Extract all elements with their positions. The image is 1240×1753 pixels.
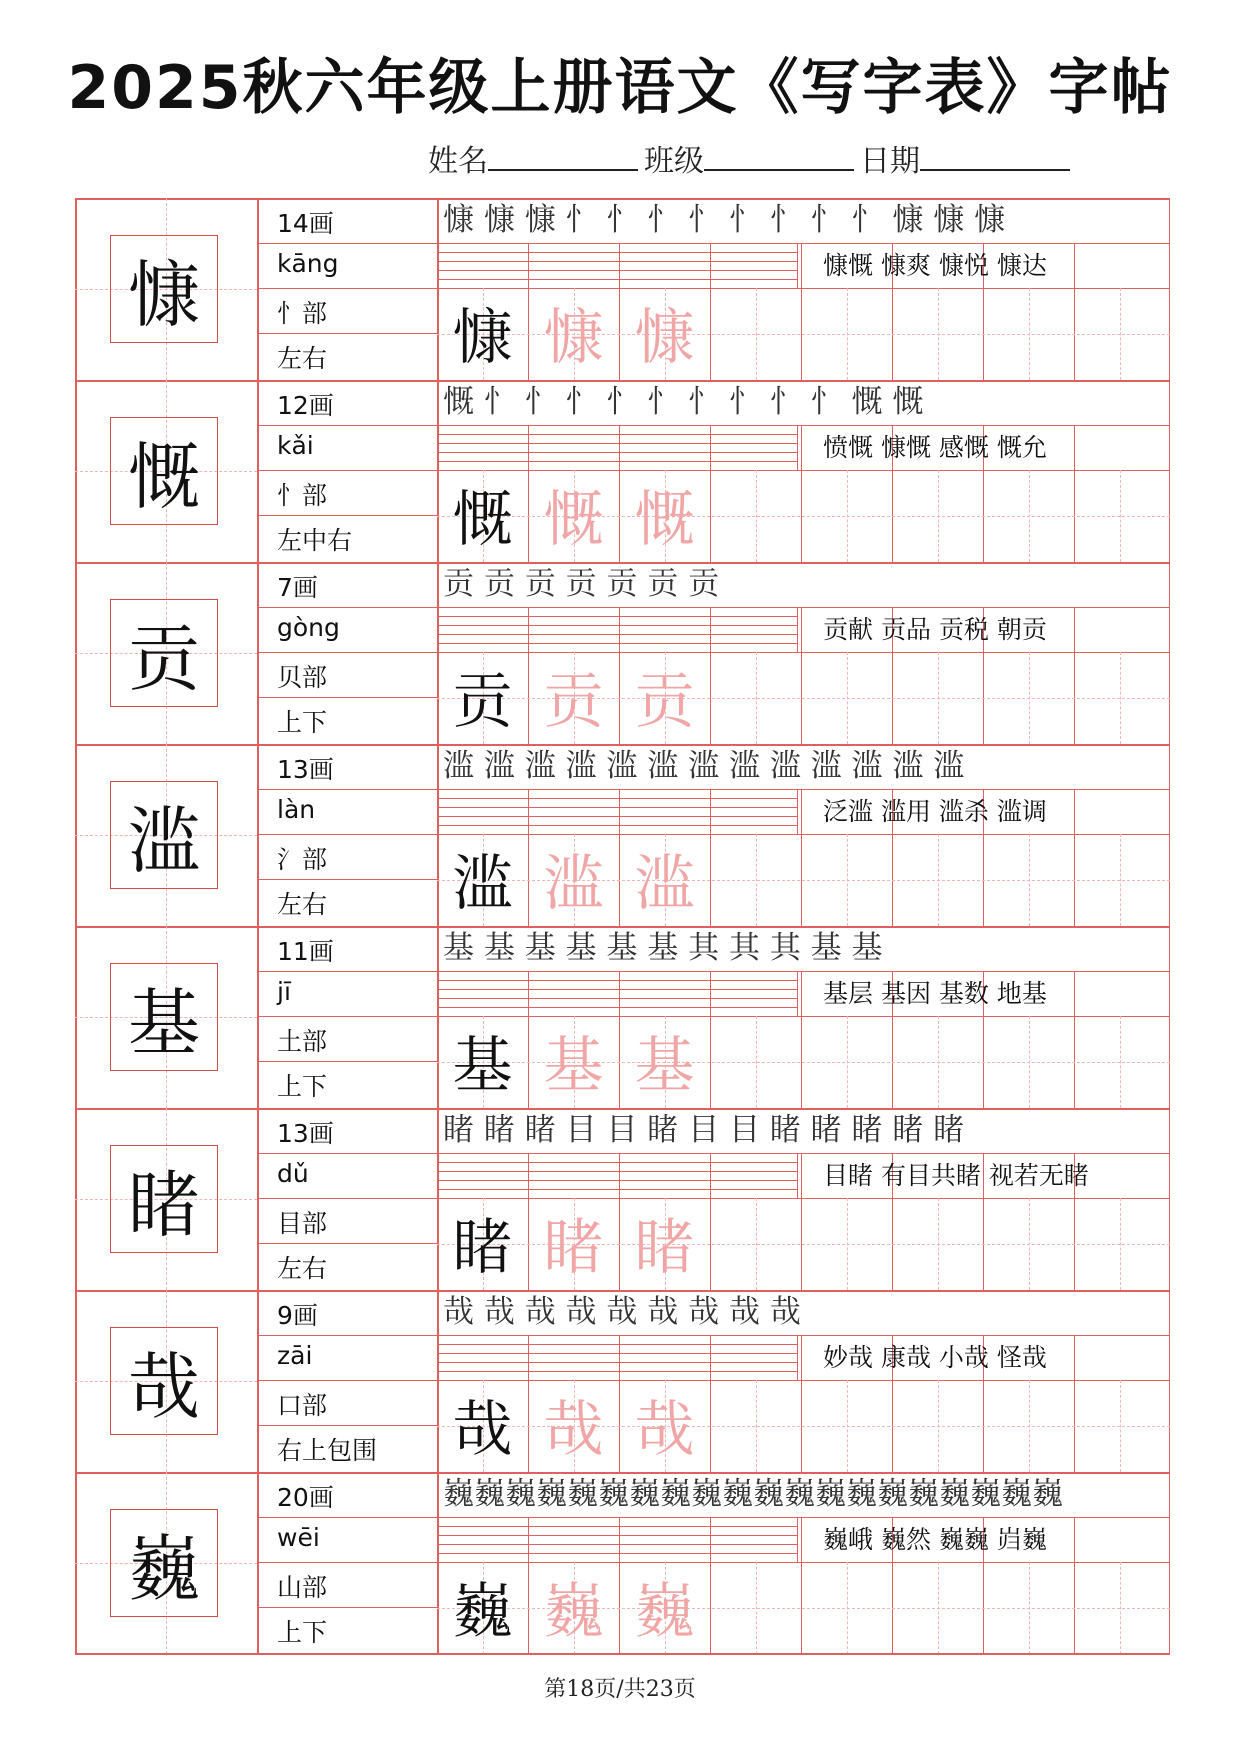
trace-character[interactable]: 慷 <box>634 303 695 373</box>
pinyin-guide-line <box>437 643 797 644</box>
cell-divider <box>1074 789 1075 926</box>
stroke-count: 11画 <box>277 937 334 966</box>
col-divider <box>257 1290 259 1472</box>
info-divider <box>257 1061 437 1062</box>
pinyin-guide-line <box>437 443 797 444</box>
words-divider <box>797 243 798 288</box>
stroke-count: 13画 <box>277 1119 334 1148</box>
pinyin-guide-line <box>437 243 797 244</box>
trace-character[interactable]: 慷 <box>543 303 604 373</box>
stroke-count: 20画 <box>277 1483 334 1512</box>
example-words: 愤慨 慷慨 感慨 慨允 <box>823 433 1047 462</box>
pinyin-guide-line <box>437 1353 797 1354</box>
date-blank[interactable] <box>920 141 1070 171</box>
words-divider <box>797 1517 798 1562</box>
info-divider <box>257 879 437 880</box>
info-divider <box>257 425 437 426</box>
row-right-line <box>1169 1290 1171 1472</box>
trace-character[interactable]: 哉 <box>634 1395 695 1465</box>
row-right-line <box>1169 1472 1171 1654</box>
structure: 右上包围 <box>277 1436 378 1465</box>
stroke-order: 慷 慷 慷 忄 忄 忄 忄 忄 忄 忄 忄 慷 慷 慷 <box>443 202 1006 238</box>
pinyin-guide-line <box>437 425 797 426</box>
row-right-line <box>1169 744 1171 926</box>
info-divider <box>257 1562 437 1563</box>
pinyin: dǔ <box>277 1159 309 1188</box>
structure: 上下 <box>277 1072 328 1101</box>
structure: 左中右 <box>277 526 353 555</box>
stroke-order: 巍巍巍巍巍巍巍巍巍巍巍巍巍巍巍巍巍巍巍巍 <box>443 1476 1063 1512</box>
pinyin-guide-line <box>437 998 797 999</box>
info-divider <box>257 1198 437 1199</box>
info-divider <box>257 607 437 608</box>
page-title: 2025秋六年级上册语文《写字表》字帖 <box>67 53 1173 123</box>
info-divider <box>257 243 437 244</box>
pinyin-guide-line <box>437 279 797 280</box>
character-row <box>75 1472 1170 1654</box>
info-divider <box>257 1016 437 1017</box>
pinyin-guide-line <box>437 1526 797 1527</box>
pinyin-guide-line <box>437 989 797 990</box>
example-words: 妙哉 康哉 小哉 怪哉 <box>823 1343 1047 1372</box>
class-label: 班级 <box>644 144 704 179</box>
big-character: 哉 <box>110 1327 218 1435</box>
example-words: 贡献 贡品 贡税 朝贡 <box>823 615 1047 644</box>
trace-character[interactable]: 巍 <box>543 1577 604 1647</box>
pinyin-guide-line <box>437 616 797 617</box>
name-blank[interactable] <box>488 141 638 171</box>
radical: 氵部 <box>277 845 328 874</box>
structure: 上下 <box>277 708 328 737</box>
words-divider <box>797 789 798 834</box>
info-divider <box>257 333 437 334</box>
cell-divider <box>801 607 802 744</box>
info-divider <box>257 1243 437 1244</box>
pinyin-guide-line <box>437 1553 797 1554</box>
trace-character[interactable]: 滥 <box>543 849 604 919</box>
example-words: 泛滥 滥用 滥杀 滥调 <box>823 797 1047 826</box>
radical: 目部 <box>277 1209 328 1238</box>
trace-character[interactable]: 睹 <box>543 1213 604 1283</box>
character-row <box>75 198 1170 380</box>
cell-divider <box>710 971 711 1108</box>
cell-divider <box>710 607 711 744</box>
words-divider <box>797 1153 798 1198</box>
words-divider <box>797 607 798 652</box>
pinyin-guide-line <box>437 1535 797 1536</box>
pinyin-guide-line <box>437 1153 797 1154</box>
cell-divider <box>1074 607 1075 744</box>
pinyin-guide-line <box>437 816 797 817</box>
cell-divider <box>1074 1335 1075 1472</box>
pinyin-guide-line <box>437 825 797 826</box>
col-divider <box>257 198 259 380</box>
info-divider <box>257 834 437 835</box>
words-divider <box>797 1335 798 1380</box>
class-blank[interactable] <box>704 141 854 171</box>
pinyin-guide-line <box>437 261 797 262</box>
info-divider <box>257 697 437 698</box>
stroke-count: 14画 <box>277 209 334 238</box>
cell-divider <box>801 971 802 1108</box>
trace-character[interactable]: 哉 <box>543 1395 604 1465</box>
pinyin-guide-line <box>437 252 797 253</box>
pinyin-guide-line <box>437 798 797 799</box>
info-divider <box>257 789 437 790</box>
col-divider <box>257 1472 259 1654</box>
stroke-order: 贡 贡 贡 贡 贡 贡 贡 <box>443 566 720 602</box>
radical: 土部 <box>277 1027 328 1056</box>
stroke-count: 9画 <box>277 1301 318 1330</box>
sheet-bottom-line <box>75 1653 1170 1655</box>
name-label: 姓名 <box>428 144 488 179</box>
cell-divider <box>801 1517 802 1654</box>
pinyin: kǎi <box>277 431 314 460</box>
structure: 左右 <box>277 1254 328 1283</box>
big-character: 睹 <box>110 1145 218 1253</box>
stroke-count: 13画 <box>277 755 334 784</box>
character-row <box>75 380 1170 562</box>
pinyin-guide-line <box>437 1517 797 1518</box>
pinyin-guide-line <box>437 1335 797 1336</box>
model-character: 哉 <box>452 1395 513 1465</box>
example-words: 基层 基因 基数 地基 <box>823 979 1047 1008</box>
stroke-order: 基 基 基 基 基 基 其 其 其 基 基 <box>443 930 883 966</box>
col-divider <box>257 744 259 926</box>
pinyin-guide-line <box>437 1180 797 1181</box>
student-info-line <box>428 136 1076 180</box>
pinyin-guide-line <box>437 980 797 981</box>
cell-divider <box>710 789 711 926</box>
pinyin-guide-line <box>437 1171 797 1172</box>
stroke-count: 12画 <box>277 391 334 420</box>
stroke-order: 睹 睹 睹 目 目 睹 目 目 睹 睹 睹 睹 睹 <box>443 1112 965 1148</box>
pinyin-guide-line <box>437 971 797 972</box>
character-row <box>75 1290 1170 1472</box>
row-right-line <box>1169 380 1171 562</box>
pinyin-guide-line <box>437 434 797 435</box>
writing-sheet <box>75 198 1170 1654</box>
structure: 左右 <box>277 344 328 373</box>
radical: 忄部 <box>277 299 328 328</box>
pinyin-guide-line <box>437 452 797 453</box>
cell-divider <box>1074 971 1075 1108</box>
model-character: 睹 <box>452 1213 513 1283</box>
pinyin-guide-line <box>437 1189 797 1190</box>
cell-divider <box>801 1153 802 1290</box>
trace-character[interactable]: 巍 <box>634 1577 695 1647</box>
words-divider <box>797 425 798 470</box>
trace-character[interactable]: 滥 <box>634 849 695 919</box>
pinyin-guide-line <box>437 1344 797 1345</box>
info-divider <box>257 515 437 516</box>
row-right-line <box>1169 1108 1171 1290</box>
structure: 左右 <box>277 890 328 919</box>
model-character: 巍 <box>452 1577 513 1647</box>
structure: 上下 <box>277 1618 328 1647</box>
info-divider <box>257 288 437 289</box>
model-character: 慨 <box>452 485 513 555</box>
pinyin-guide-line <box>437 1362 797 1363</box>
example-words: 巍峨 巍然 巍巍 岿巍 <box>823 1525 1047 1554</box>
pinyin-guide-line <box>437 1371 797 1372</box>
words-divider <box>797 971 798 1016</box>
cell-divider <box>710 1517 711 1654</box>
character-row <box>75 562 1170 744</box>
trace-character[interactable]: 慨 <box>634 485 695 555</box>
radical: 忄部 <box>277 481 328 510</box>
radical: 口部 <box>277 1391 328 1420</box>
trace-character[interactable]: 慨 <box>543 485 604 555</box>
big-character: 巍 <box>110 1509 218 1617</box>
trace-character[interactable]: 睹 <box>634 1213 695 1283</box>
pinyin: làn <box>277 795 316 824</box>
stroke-order: 慨 忄 忄 忄 忄 忄 忄 忄 忄 忄 慨 慨 <box>443 384 924 420</box>
info-divider <box>257 971 437 972</box>
big-character: 滥 <box>110 781 218 889</box>
pinyin-guide-line <box>437 270 797 271</box>
character-row <box>75 744 1170 926</box>
col-divider <box>257 926 259 1108</box>
pinyin-guide-line <box>437 1162 797 1163</box>
cell-divider <box>710 1335 711 1472</box>
col-divider <box>257 380 259 562</box>
model-character: 基 <box>452 1031 513 1101</box>
cell-divider <box>801 243 802 380</box>
trace-character[interactable]: 贡 <box>543 667 604 737</box>
stroke-order: 哉 哉 哉 哉 哉 哉 哉 哉 哉 <box>443 1294 801 1330</box>
big-character: 慷 <box>110 235 218 343</box>
row-right-line <box>1169 198 1171 380</box>
cell-divider <box>1074 425 1075 562</box>
trace-character[interactable]: 基 <box>543 1031 604 1101</box>
page-number: 第18页/共23页 <box>544 1677 696 1702</box>
stroke-count: 7画 <box>277 573 318 602</box>
col-divider <box>257 562 259 744</box>
cell-divider <box>710 1153 711 1290</box>
info-divider <box>257 1425 437 1426</box>
big-character: 慨 <box>110 417 218 525</box>
pinyin: zāi <box>277 1341 313 1370</box>
pinyin-guide-line <box>437 634 797 635</box>
character-row <box>75 1108 1170 1290</box>
pinyin: jī <box>277 977 291 1006</box>
radical: 山部 <box>277 1573 328 1602</box>
pinyin-guide-line <box>437 789 797 790</box>
row-right-line <box>1169 562 1171 744</box>
pinyin-guide-line <box>437 807 797 808</box>
example-words: 目睹 有目共睹 视若无睹 <box>823 1161 1089 1190</box>
info-divider <box>257 1153 437 1154</box>
pinyin: gòng <box>277 613 340 642</box>
big-character: 基 <box>110 963 218 1071</box>
cell-divider <box>801 1335 802 1472</box>
trace-character[interactable]: 贡 <box>634 667 695 737</box>
cell-divider <box>801 789 802 926</box>
pinyin-guide-line <box>437 1544 797 1545</box>
col-divider <box>257 1108 259 1290</box>
cell-divider <box>1074 1517 1075 1654</box>
cell-divider <box>801 425 802 562</box>
cell-divider <box>1074 243 1075 380</box>
info-divider <box>257 1517 437 1518</box>
trace-character[interactable]: 基 <box>634 1031 695 1101</box>
date-label: 日期 <box>860 144 920 179</box>
big-character: 贡 <box>110 599 218 707</box>
cell-divider <box>710 425 711 562</box>
model-character: 滥 <box>452 849 513 919</box>
info-divider <box>257 1335 437 1336</box>
cell-divider <box>710 243 711 380</box>
pinyin: kāng <box>277 249 339 278</box>
pinyin-guide-line <box>437 1007 797 1008</box>
row-right-line <box>1169 926 1171 1108</box>
model-character: 慷 <box>452 303 513 373</box>
pinyin-guide-line <box>437 461 797 462</box>
character-row <box>75 926 1170 1108</box>
pinyin: wēi <box>277 1523 320 1552</box>
stroke-order: 滥 滥 滥 滥 滥 滥 滥 滥 滥 滥 滥 滥 滥 <box>443 748 965 784</box>
example-words: 慷慨 慷爽 慷悦 慷达 <box>823 251 1047 280</box>
info-divider <box>257 470 437 471</box>
info-divider <box>257 1380 437 1381</box>
pinyin-guide-line <box>437 607 797 608</box>
info-divider <box>257 1607 437 1608</box>
radical: 贝部 <box>277 663 328 692</box>
info-divider <box>257 652 437 653</box>
pinyin-guide-line <box>437 625 797 626</box>
model-character: 贡 <box>452 667 513 737</box>
